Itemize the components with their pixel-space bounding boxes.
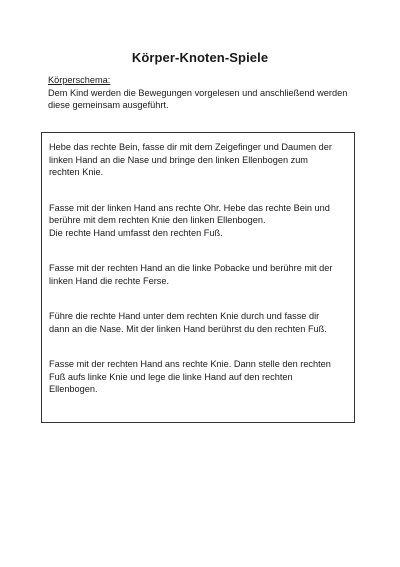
exercise-5-line-1: Fasse mit der rechten Hand ans rechte Knie. Dann stelle den rechten	[49, 359, 331, 369]
exercise-2-line-1: Fasse mit der linken Hand ans rechte Ohr. Hebe das rechte Bein und	[49, 202, 330, 213]
exercise-2	[49, 202, 347, 240]
page-title: Körper-Knoten-Spiele	[131, 50, 269, 65]
exercise-2-line-3: Die rechte Hand umfasst den rechten Fuß.	[49, 227, 223, 238]
exercise-5-line-2: Fuß aufs linke Knie und lege die linke Hand auf den rechten	[49, 371, 293, 382]
intro-section	[48, 74, 368, 112]
exercise-1-line-1: Hebe das rechte Bein, fasse dir mit dem Zeigefinger und Daumen der	[49, 142, 332, 152]
intro-text: Dem Kind werden die Bewegungen vorgelesen und anschließend werden diese gemeinsam ausgeführt.	[48, 87, 348, 110]
exercise-1-line-3: rechten Knie.	[49, 167, 104, 177]
intro-label: Körperschema:	[48, 75, 111, 85]
exercise-3	[49, 262, 347, 287]
exercise-4-line-2: dann an die Nase. Mit der linken Hand berührst du den rechten Fuß.	[49, 323, 327, 334]
exercise-5	[49, 358, 347, 396]
exercise-4-line-1: Führe die rechte Hand unter dem rechten Knie durch und fasse dir	[49, 311, 320, 321]
exercise-1-line-2: linken Hand an die Nase und bringe den linken Ellenbogen zum	[49, 154, 308, 165]
exercise-3-line-2: linken Hand die rechte Ferse.	[49, 275, 170, 286]
exercise-3-line-1: Fasse mit der rechten Hand an die linke Pobacke und berühre mit der	[49, 263, 333, 273]
exercise-5-line-3: Ellenbogen.	[49, 384, 98, 394]
exercise-1	[49, 141, 347, 179]
exercise-2-line-2: berühre mit dem rechten Knie den linken Ellenbogen.	[49, 215, 266, 225]
exercise-4	[49, 310, 347, 335]
exercise-box	[41, 132, 355, 423]
